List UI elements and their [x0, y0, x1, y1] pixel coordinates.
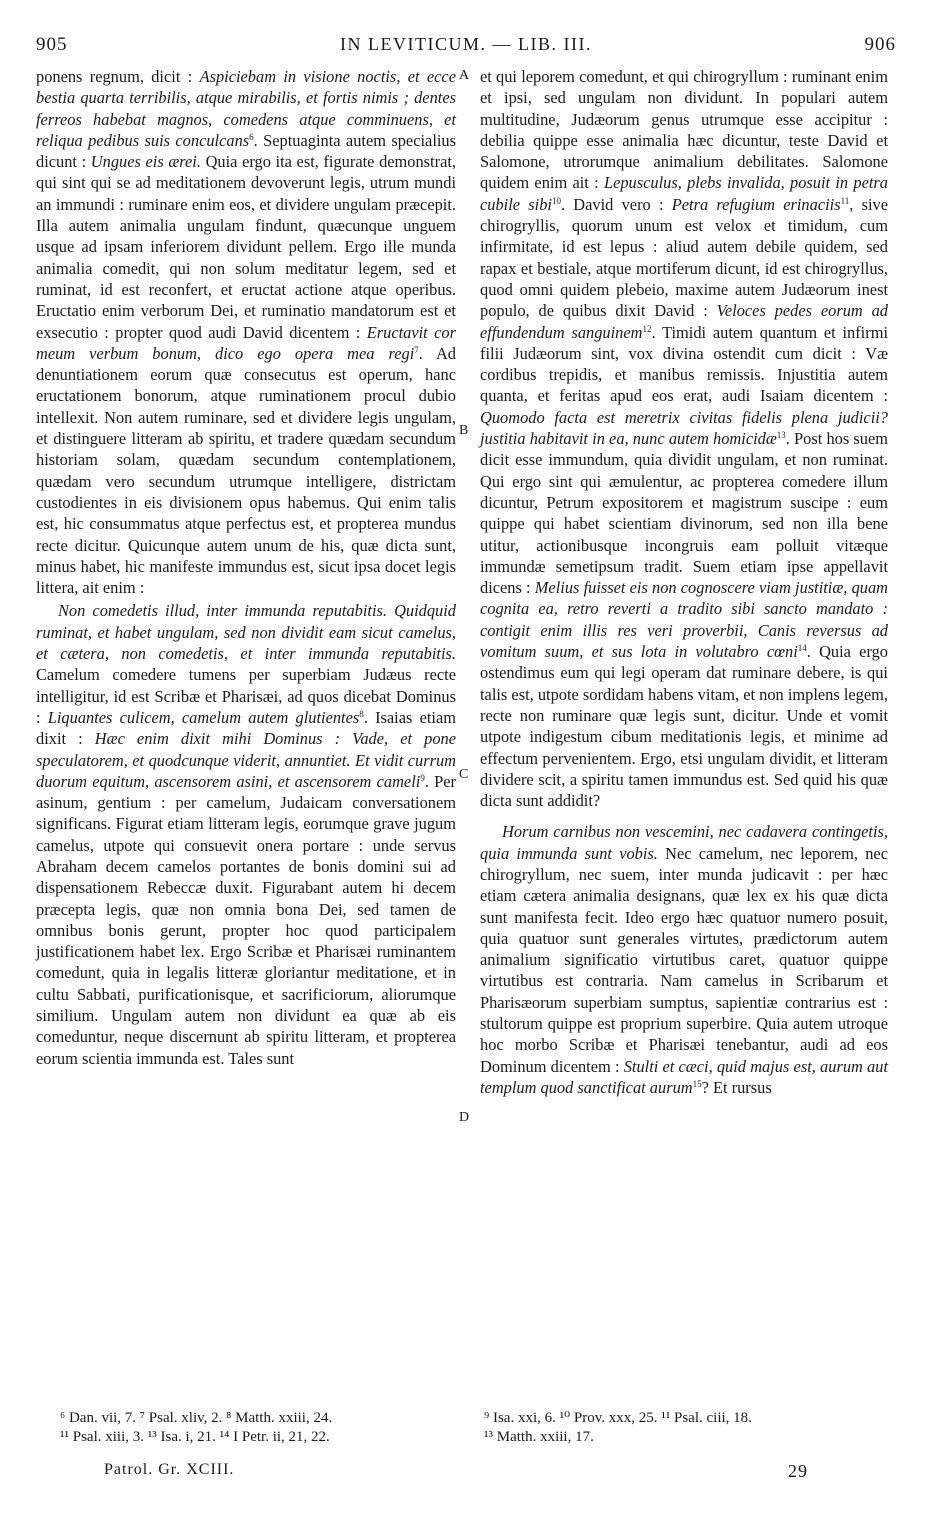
- text-run: . David vero :: [560, 194, 672, 214]
- running-title: IN LEVITICUM. — LIB. III.: [340, 34, 592, 54]
- left-paragraph-2: [36, 600, 456, 1069]
- quotation: Ungues eis ærei.: [90, 152, 201, 172]
- margin-letter-c: C: [459, 767, 469, 782]
- text-run: et qui leporem comedunt, et qui chirogryllum : ruminant enim et ipsi, sed ungulam non dividunt. In populari autem multitudine, Judæorum genus utrumque esse accipitur : debilia quippe esse animalia hæc dicuntur, teste David et Salomone, utrorumque animalium debilitates. Salomone quidem enim ait :: [480, 67, 888, 193]
- footnote-ref: 6: [249, 131, 254, 142]
- quotation: Hæc enim dixit mihi Dominus : Vade, et pone speculatorem, et quodcunque viderit, annuntiet. Et vidit currum duorum equitum, ascensorem asini, et ascensorem cameli: [36, 729, 456, 791]
- signature-mark: 29: [788, 1461, 808, 1481]
- footnote-ref: 15: [692, 1078, 702, 1089]
- quotation: Veloces pedes eorum ad effundendum sanguinem: [480, 301, 889, 342]
- text-run: . Quia ergo ostendimus eum qui legi operam dat ruminare debere, is qui talis est, utpote sordidam habens vitam, et non implens legem, recte non ruminare quæ legis sunt, dicitur. Unde et vomit utpote indigestum cibum meditationis legis, et minime ad effectum pervenientem. Ergo, etsi ungulam dividit, et litteram dividere scit, a spiritu tamen immundus est. Sed quid his quæ dicta sunt addidit?: [480, 642, 888, 811]
- left-column: [36, 66, 456, 1069]
- text-run: . Timidi autem quantum et infirmi filii Judæorum sint, vox divina ostendit cum dicit : Væ cordibus trepidis, et manibus remissis. Injustitia autem quanta, et feritas apud eos erat, audi Isaiam dicentem :: [480, 322, 888, 406]
- text-run: ponens regnum, dicit :: [36, 67, 200, 86]
- scripture-lemma: Horum carnibus non vescemini, nec cadavera contingetis, quia immunda sunt vobis.: [480, 822, 888, 863]
- text-run: . Per asinum, gentium : per camelum, Judaicam conversationem significans. Figurat etiam litteram legis, eorumque grave jugum camelus, utpote qui consuevit onera portare : unde servus Abraham decem camelos portantes de bonis domini sui ad dispensationem Rebeccæ duxit. Figurabant autem hi decem præcepta legis, quæ non omnia bona Dei, sed tamen de omnibus bonis gerunt, propter hoc quod participalem justificationem habet lex. Ergo Scribæ et Pharisæi ruminantem comedunt, quia in legalis litteræ gloriantur meditatione, et in cultu Sabbati, purificationisque, et sacrificiorum, aliorumque similium. Ungulam autem non dividunt ea quæ ab eis comeduntur, neque discernunt ab spiritu litteram, et propterea eorum scientia immunda est. Tales sunt: [36, 771, 457, 1068]
- quotation: Stulti et cæci, quid majus est, aurum aut templum quod sanctificat aurum: [480, 1056, 888, 1097]
- quotation: Liquantes culicem, camelum autem glutientes: [47, 707, 360, 727]
- quotation: Quomodo facta est meretrix civitas fidelis plena judicii? justitia habitavit in ea, nunc autem homicidæ: [480, 407, 888, 449]
- left-paragraph-1: [36, 66, 456, 598]
- text-run: Quia ergo ita est, figurate demonstrat, qui sint qui se ad meditationem devoverunt legis, utrum mundi an immundi : ruminare enim eos, et dividere ungulam præcepit. Illa autem animalia ungulam findunt, quæcunque unguem usque ad ipsam inferiorem dividunt pellem. Ergo ille munda animalia comedit, qui non solum meditatur legem, sed et ruminat, id est reconfert, et eructat actione atque operibus. Eructatio enim verborum Dei, et ruminatio mandatorum est et exsecutio : propter quod audi David dicentem :: [36, 152, 456, 342]
- text-run: Nec camelum, nec leporem, nec chirogryllum, nec suem, inter munda judicavit : per hæc etiam cætera animalia designans, quæ lex ex his quæ dicta sunt manifesta fecit. Ideo ergo hæc quatuor numero posuit, quia quatuor sunt generales virtutes, prædictorum autem animalium significatio virtutibus caret, quatuor quippe virtutibus est contraria. Nam camelus in Scribarum et Pharisæorum superbiam sumptus, sapientiæ contrarius est : stultorum quippe est proprium superbire. Quia autem utroque hoc morbo Scribæ et Pharisæi tenebantur, audi ad eos Dominum dicentem :: [480, 843, 888, 1076]
- series-footer: Patrol. Gr. XCIII.: [104, 1461, 235, 1478]
- footnote-line: ¹¹ Psal. xiii, 3. ¹³ Isa. i, 21. ¹⁴ I Petr. ii, 21, 22.: [60, 1429, 330, 1445]
- footnote-ref: 7: [414, 344, 419, 355]
- footnote-ref: 8: [359, 708, 364, 719]
- quotation: Petra refugium erinaciis: [671, 194, 841, 214]
- footnote-ref: 13: [776, 430, 786, 441]
- text-run: . Ad denuntiationem eorum quæ consecutus est operum, hanc eructationem bonorum, atque ruminationem procul dubio intellexit. Non autem ruminare, sed et dividere legis ungulam, et distinguere litteram ab spiritu, et tradere quædam secundum historiam solam, quædam secundum contemplationem, quædam vero secundum utrumque intelligere, districtam custodientes in eis divisionem opus habemus. Qui enim talis est, hic consummatus atque perfectus est, et propterea mundus recte dicitur. Quicunque autem unum de his, quæ dicta sunt, minus habet, hic manifeste immundus est, sicut ipsa docet legis littera, ait enim :: [36, 343, 456, 598]
- footnote-line: ⁹ Isa. xxi, 6. ¹⁰ Prov. xxx, 25. ¹¹ Psal. ciii, 18.: [484, 1410, 752, 1426]
- quotation: Aspiciebam in visione noctis, et ecce bestia quarta terribilis, atque mirabilis, et fortis nimis ; dentes ferreos habebat magnos, comedens atque comminuens, et reliqua pedibus suis conculcans: [36, 67, 456, 150]
- footnotes-left: [60, 1409, 460, 1447]
- footnote-ref: 14: [797, 643, 807, 654]
- right-column: [480, 66, 888, 1098]
- quotation: Lepusculus, plebs invalida, posuit in petra cubile sibi: [480, 173, 888, 214]
- right-paragraph-2: [480, 821, 888, 1098]
- running-header: [36, 34, 896, 60]
- footnote-ref: 9: [420, 772, 425, 783]
- page-number-right: 906: [864, 34, 896, 55]
- footnotes-right: [484, 1409, 894, 1447]
- text-run: . Septuaginta autem specialius dicunt :: [36, 130, 456, 172]
- footnote-ref: 11: [840, 195, 850, 206]
- text-run: ? Et rursus: [701, 1077, 772, 1097]
- margin-letter-a: A: [459, 68, 470, 83]
- text-run: , sive chirogryllis, quorum unum est velox et timidum, cum infirmitate, id est lepus : aliud autem debile quidem, sed rapax et bestiale, atque mortiferum dicunt, id est chirogryllus, quod omni quidem plebeio, maxime autem Judæorum inest populo, de quibus dixit David :: [480, 194, 888, 321]
- text-run: Camelum comedere tumens per superbiam Judæus recte intelligitur, id est Scribæ et Pharisæi, ad quos dicebat Dominus :: [36, 665, 456, 727]
- text-run: . Post hos suem dicit esse immundum, quia dividit ungulam, et non ruminat. Qui ergo sint qui æmulentur, ac propterea comedere illum dicuntur, Petrum expositorem et magistrum suscipe : eum quippe qui habet scientiam divinorum, sed non illa bene utitur, actionibusque incongruis eam polluit vitæque immundæ semetipsum tradit. Suem etiam ipse appellavit dicens :: [480, 429, 888, 598]
- margin-letter-d: D: [459, 1110, 470, 1125]
- page-number-left: 905: [36, 34, 68, 55]
- text-run: . Isaias etiam dixit :: [36, 707, 456, 749]
- quotation: Eructavit cor meum verbum bonum, dico ego opera mea regi: [36, 322, 456, 363]
- scripture-lemma: Non comedetis illud, inter immunda reputabitis. Quidquid ruminat, et habet ungulam, sed non dividit eam sicut camelus, et cætera, non comedetis, et inter immunda reputabitis.: [36, 601, 456, 664]
- footnote-line: ⁶ Dan. vii, 7. ⁷ Psal. xliv, 2. ⁸ Matth. xxiii, 24.: [60, 1410, 333, 1426]
- footnote-ref: 12: [642, 323, 652, 334]
- footnote-ref: 10: [551, 195, 561, 206]
- right-paragraph-1: [480, 66, 888, 811]
- quotation: Melius fuisset eis non cognoscere viam justitiæ, quam cognita ea, retro reverti a tradito sibi sancto mandato : contigit enim illis res veri proverbii, Canis reversus ad vomitum suum, et sus lota in volutabro cœni: [480, 578, 888, 662]
- footnote-line: ¹³ Matth. xxiii, 17.: [484, 1429, 594, 1445]
- margin-letter-b: B: [459, 423, 469, 438]
